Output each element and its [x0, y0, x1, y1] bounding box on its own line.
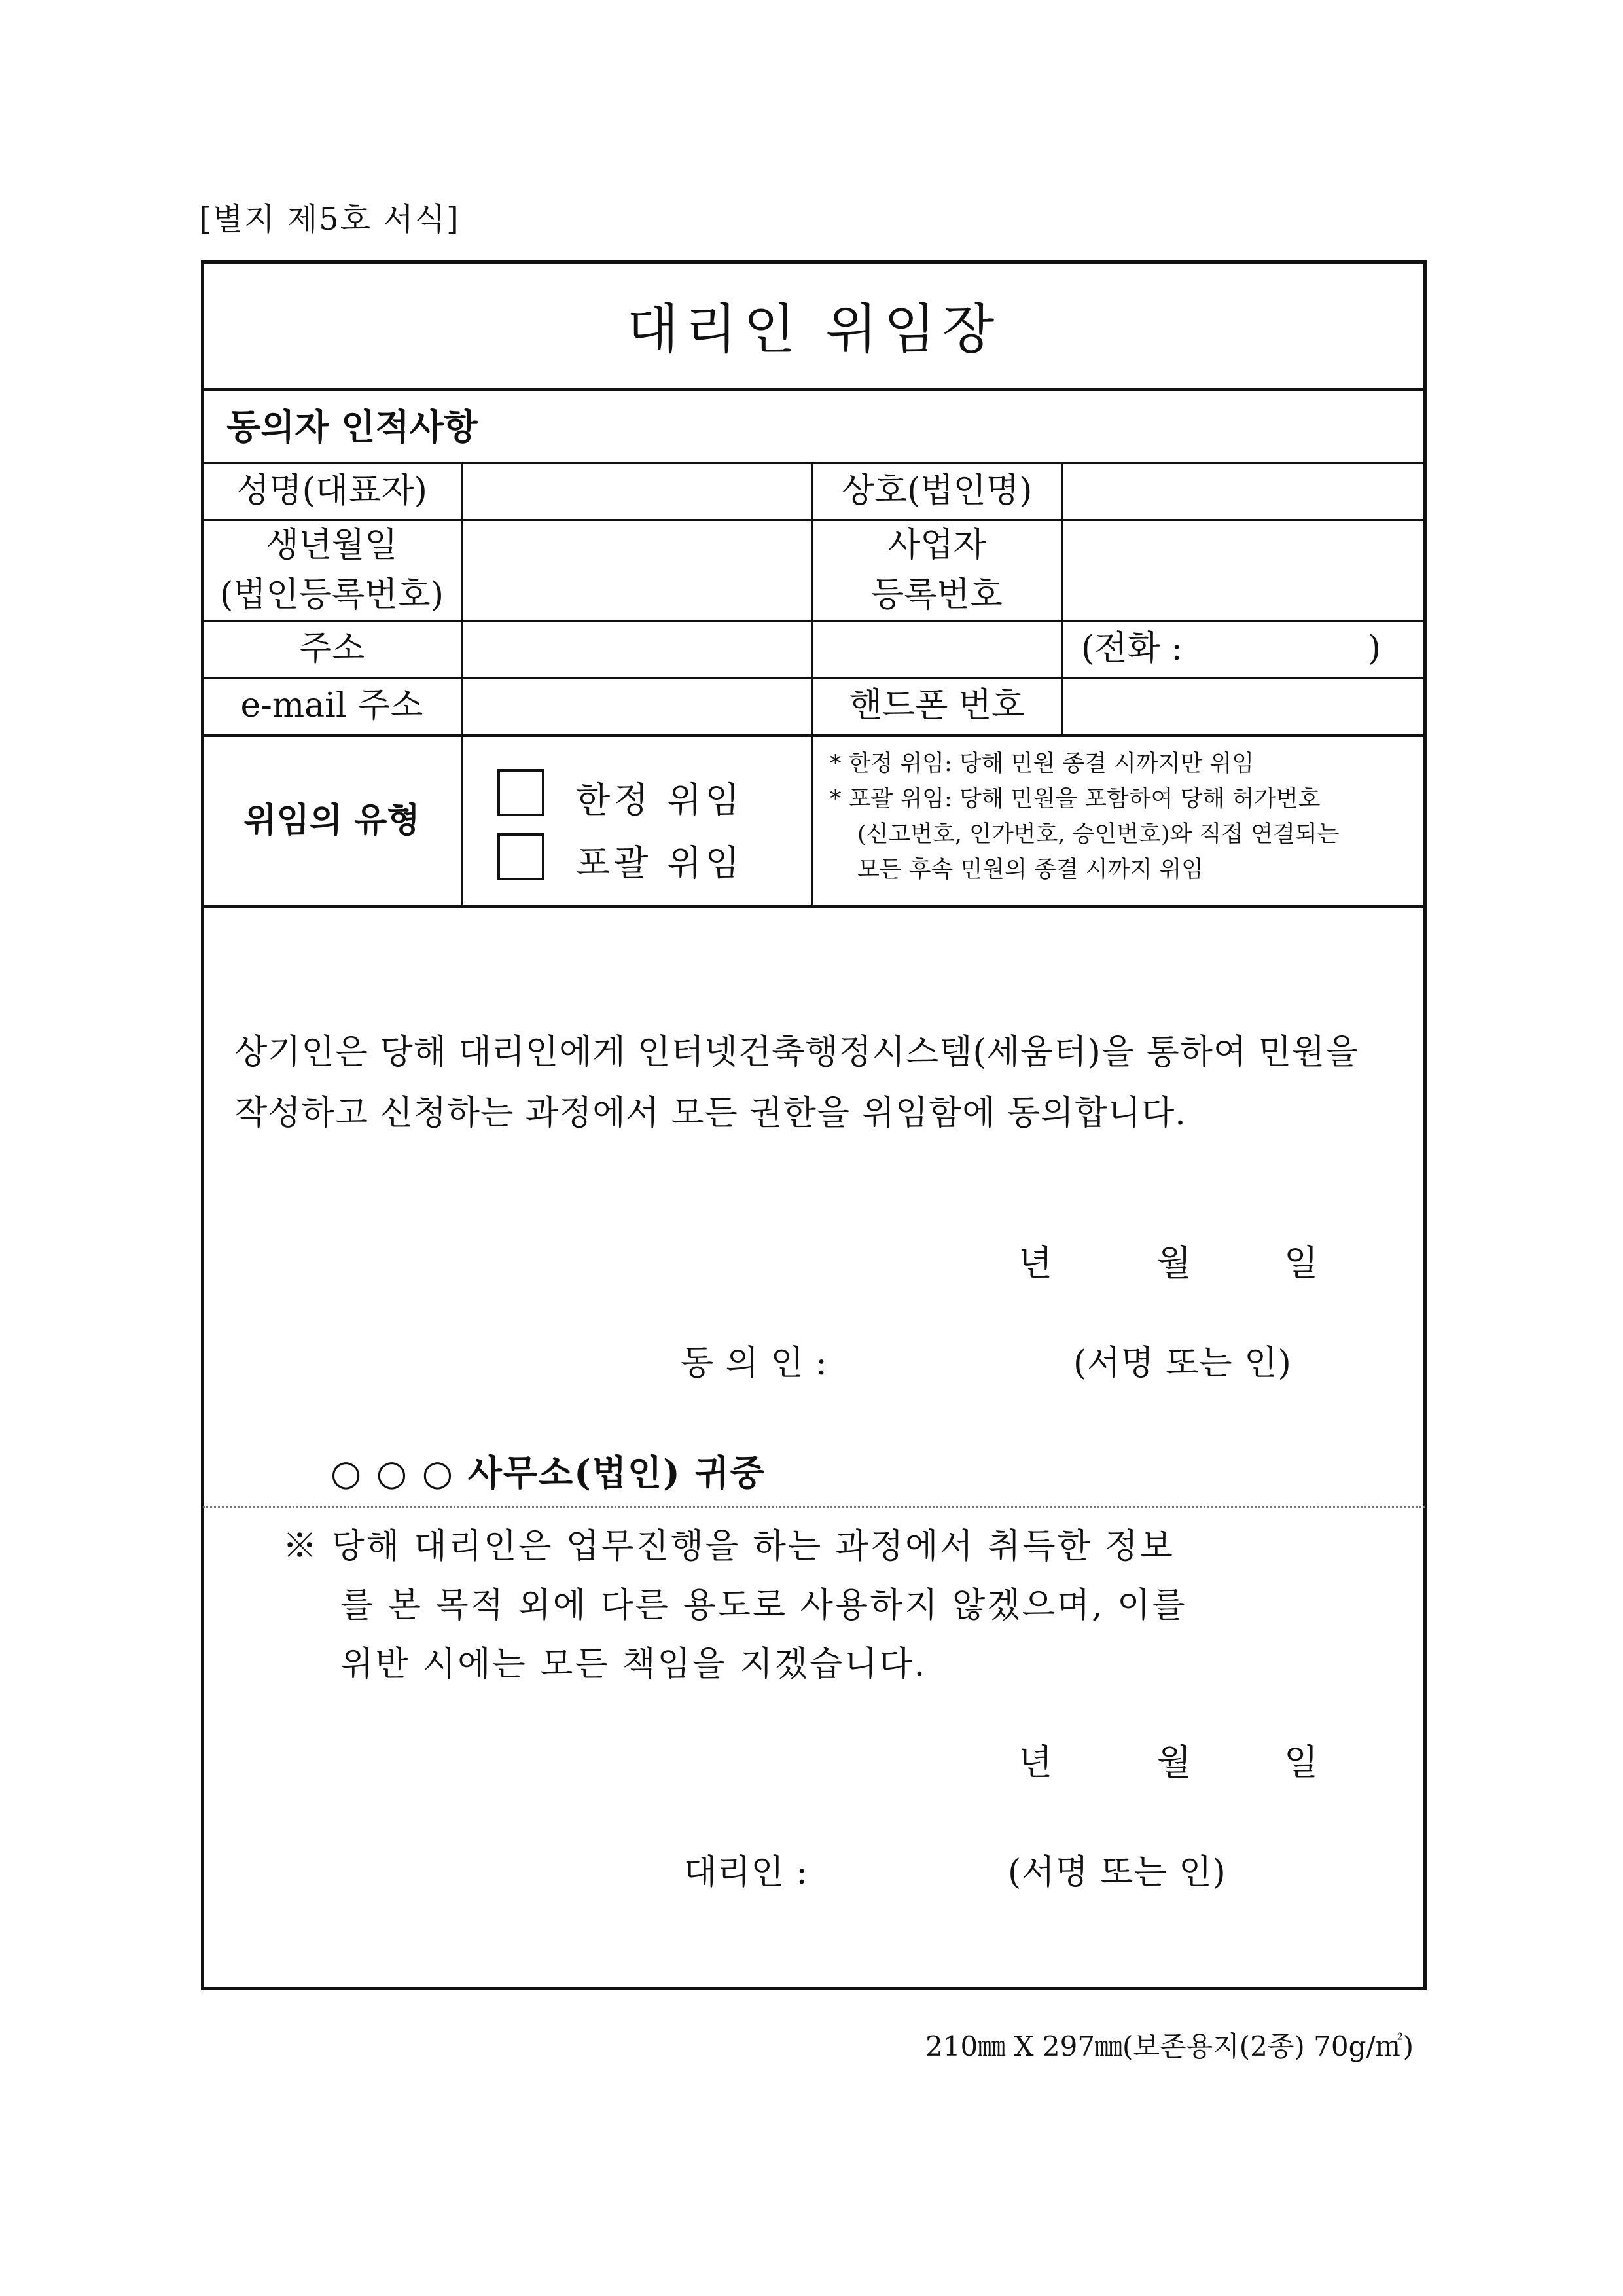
- agent-signature-field[interactable]: [831, 1838, 995, 1890]
- name-input[interactable]: [463, 464, 811, 519]
- consent-month: 월: [1157, 1242, 1192, 1283]
- pledge-day: 일: [1284, 1742, 1319, 1783]
- pledge-line-1: ※ 당해 대리인은 업무진행을 하는 과정에서 취득한 정보: [283, 1527, 1175, 1566]
- delegation-type-label: 위임의 유형: [243, 800, 420, 841]
- limited-delegation-label: 한정 위임: [576, 780, 743, 821]
- birth-label-line1: 생년월일: [266, 526, 398, 565]
- delegation-notes: [830, 746, 1419, 888]
- email-input[interactable]: [463, 679, 811, 734]
- comprehensive-delegation-checkbox[interactable]: [497, 833, 544, 880]
- phone-close-paren: ): [1367, 629, 1382, 669]
- divider-delegation: [201, 905, 1427, 908]
- pledge-line-2: 를 본 목적 외에 다른 용도로 사용하지 않겠으며, 이를: [340, 1586, 1187, 1625]
- section-header: 동의자 인적사항: [226, 405, 478, 448]
- pledge-year: 년: [1018, 1742, 1053, 1783]
- limited-delegation-checkbox[interactable]: [497, 769, 544, 816]
- phone-label: (전화 :: [1081, 629, 1183, 669]
- mobile-input[interactable]: [1063, 679, 1425, 734]
- consent-year: 년: [1018, 1242, 1053, 1283]
- document-title: 대리인 위임장: [626, 298, 1001, 361]
- consenter-signature-field[interactable]: [877, 1329, 1047, 1381]
- address-label: 주소: [298, 629, 365, 669]
- paper-spec-footer: 210㎜ X 297㎜(보존용지(2종) 70g/㎡): [925, 2030, 1414, 2062]
- phone-input[interactable]: [1212, 622, 1343, 677]
- name-label: 성명(대표자): [236, 471, 427, 511]
- birth-label: [203, 521, 461, 620]
- note-limited: * 한정 위임: 당해 민원 종결 시까지만 위임: [830, 751, 1255, 777]
- consent-day: 일: [1284, 1242, 1319, 1283]
- form-number-label: [별지 제5호 서식]: [199, 201, 460, 238]
- note-comprehensive-cont-1: (신고번호, 인가번호, 승인번호)와 직접 연결되는: [857, 821, 1340, 848]
- email-label: e-mail 주소: [240, 686, 423, 726]
- company-label: 상호(법인명): [841, 471, 1033, 511]
- pledge-month: 월: [1157, 1742, 1192, 1783]
- company-input[interactable]: [1063, 464, 1425, 519]
- note-comprehensive-cont-2: 모든 후속 민원의 종결 시까지 위임: [857, 857, 1204, 883]
- consent-line-2: 작성하고 신청하는 과정에서 모든 권한을 위임함에 동의합니다.: [234, 1094, 1186, 1133]
- agent-label: 대리인 :: [684, 1853, 808, 1892]
- biz-label-line2: 등록번호: [871, 575, 1003, 615]
- comprehensive-delegation-label: 포괄 위임: [576, 842, 743, 884]
- pledge-line-3: 위반 시에는 모든 책임을 지겠습니다.: [340, 1645, 927, 1684]
- addressee: ○ ○ ○ 사무소(법인) 귀중: [330, 1452, 766, 1494]
- dotted-separator: [203, 1506, 1425, 1508]
- note-comprehensive: * 포괄 위임: 당해 민원을 포함하여 당해 허가번호: [830, 786, 1321, 812]
- consenter-label: 동 의 인 :: [681, 1344, 828, 1383]
- mobile-label: 핸드폰 번호: [849, 686, 1025, 726]
- agent-sign-note: (서명 또는 인): [1008, 1853, 1226, 1892]
- address-input[interactable]: [463, 622, 1078, 677]
- consenter-sign-note: (서명 또는 인): [1073, 1344, 1292, 1383]
- birth-input[interactable]: [463, 521, 811, 620]
- biz-label-line1: 사업자: [887, 526, 986, 565]
- birth-label-line2: (법인등록번호): [220, 575, 444, 615]
- biz-label: [813, 521, 1061, 620]
- biz-input[interactable]: [1063, 521, 1425, 620]
- consent-line-1: 상기인은 당해 대리인에게 인터넷건축행정시스템(세움터)을 통하여 민원을: [234, 1033, 1359, 1072]
